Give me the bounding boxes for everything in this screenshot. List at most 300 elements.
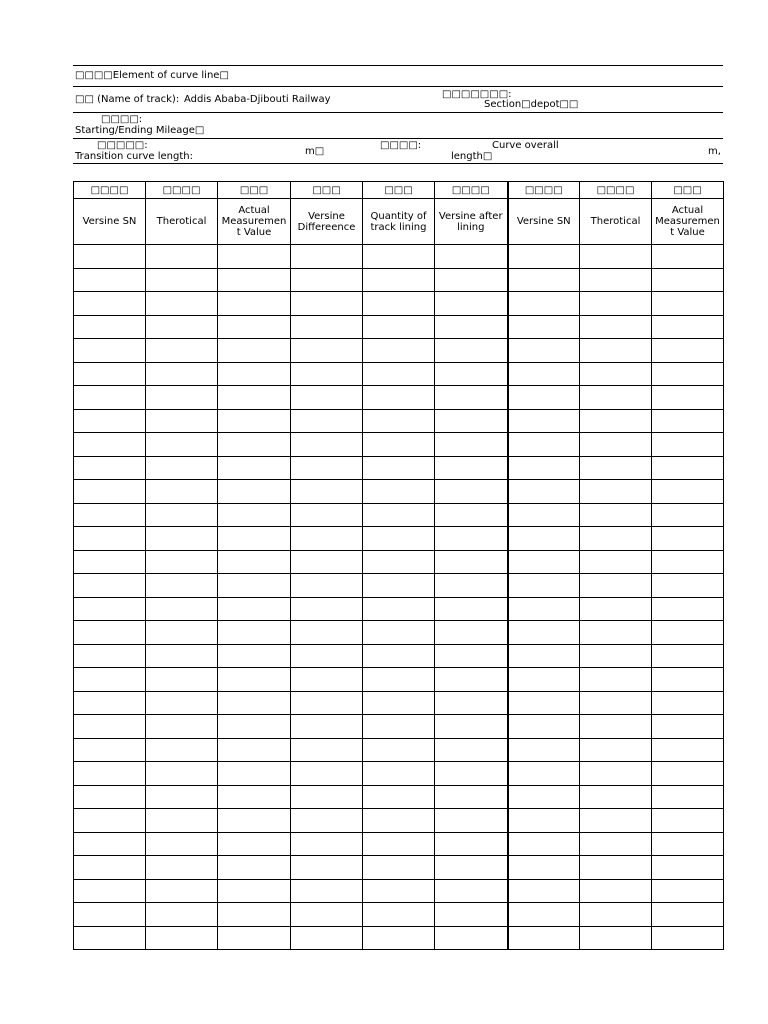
entry-cell[interactable]: [74, 597, 146, 621]
entry-cell[interactable]: [146, 315, 218, 339]
header-rule-bottom: [73, 163, 723, 164]
entry-cell[interactable]: [74, 456, 146, 480]
entry-cell[interactable]: [291, 574, 363, 598]
entry-cell[interactable]: [218, 315, 291, 339]
entry-cell[interactable]: [218, 832, 291, 856]
entry-cell[interactable]: [435, 785, 508, 809]
entry-cell[interactable]: [146, 832, 218, 856]
mileage-label-cn: □□□□:: [101, 114, 143, 125]
entry-cell[interactable]: [508, 738, 580, 762]
entry-cell[interactable]: [435, 903, 508, 927]
table-row: [74, 433, 724, 457]
entry-cell[interactable]: [146, 339, 218, 363]
entry-cell[interactable]: [363, 550, 435, 574]
entry-cell[interactable]: [435, 715, 508, 739]
entry-cell[interactable]: [580, 503, 652, 527]
entry-cell[interactable]: [652, 715, 724, 739]
entry-cell[interactable]: [508, 691, 580, 715]
entry-cell[interactable]: [218, 433, 291, 457]
entry-cell[interactable]: [363, 668, 435, 692]
entry-cell[interactable]: [652, 245, 724, 269]
entry-cell[interactable]: [652, 527, 724, 551]
entry-cell[interactable]: [580, 926, 652, 950]
entry-cell[interactable]: [652, 456, 724, 480]
entry-cell[interactable]: [146, 527, 218, 551]
entry-cell[interactable]: [74, 433, 146, 457]
entry-cell[interactable]: [146, 668, 218, 692]
entry-cell[interactable]: [146, 691, 218, 715]
table-row: [74, 715, 724, 739]
entry-cell[interactable]: [580, 738, 652, 762]
entry-cell[interactable]: [146, 574, 218, 598]
entry-cell[interactable]: [435, 362, 508, 386]
table-row: [74, 574, 724, 598]
entry-cell[interactable]: [74, 668, 146, 692]
entry-cell[interactable]: [74, 409, 146, 433]
entry-cell[interactable]: [652, 809, 724, 833]
entry-cell[interactable]: [363, 785, 435, 809]
overall-length-label-en-2: length□: [451, 151, 493, 162]
entry-cell[interactable]: [74, 268, 146, 292]
entry-cell[interactable]: [435, 926, 508, 950]
entry-cell[interactable]: [291, 879, 363, 903]
entry-cell[interactable]: [218, 362, 291, 386]
entry-cell[interactable]: [291, 292, 363, 316]
entry-cell[interactable]: [652, 644, 724, 668]
entry-cell[interactable]: [435, 386, 508, 410]
entry-cell[interactable]: [508, 856, 580, 880]
entry-cell[interactable]: [435, 409, 508, 433]
entry-cell[interactable]: [363, 433, 435, 457]
entry-cell[interactable]: [435, 503, 508, 527]
entry-cell[interactable]: [291, 926, 363, 950]
entry-cell[interactable]: [435, 550, 508, 574]
entry-cell[interactable]: [435, 762, 508, 786]
entry-cell[interactable]: [74, 762, 146, 786]
entry-cell[interactable]: [435, 832, 508, 856]
entry-cell[interactable]: [74, 386, 146, 410]
entry-cell[interactable]: [580, 691, 652, 715]
entry-cell[interactable]: [508, 315, 580, 339]
entry-cell[interactable]: [652, 832, 724, 856]
entry-cell[interactable]: [146, 268, 218, 292]
overall-length-unit: m,: [708, 146, 721, 157]
entry-cell[interactable]: [580, 903, 652, 927]
entry-cell[interactable]: [218, 691, 291, 715]
entry-cell[interactable]: [363, 644, 435, 668]
entry-cell[interactable]: [363, 691, 435, 715]
entry-cell[interactable]: [363, 386, 435, 410]
entry-cell[interactable]: [291, 691, 363, 715]
entry-cell[interactable]: [74, 738, 146, 762]
entry-cell[interactable]: [652, 362, 724, 386]
entry-cell[interactable]: [291, 456, 363, 480]
entry-cell[interactable]: [146, 856, 218, 880]
entry-cell[interactable]: [580, 785, 652, 809]
entry-cell[interactable]: [580, 832, 652, 856]
entry-cell[interactable]: [580, 245, 652, 269]
entry-cell[interactable]: [580, 527, 652, 551]
entry-cell[interactable]: [580, 456, 652, 480]
entry-cell[interactable]: [74, 809, 146, 833]
entry-cell[interactable]: [508, 550, 580, 574]
entry-cell[interactable]: [508, 527, 580, 551]
entry-cell[interactable]: [218, 456, 291, 480]
entry-cell[interactable]: [652, 597, 724, 621]
table-row: [74, 292, 724, 316]
entry-cell[interactable]: [146, 362, 218, 386]
entry-cell[interactable]: [508, 668, 580, 692]
entry-cell[interactable]: [652, 574, 724, 598]
entry-cell[interactable]: [146, 433, 218, 457]
entry-cell[interactable]: [580, 362, 652, 386]
entry-cell[interactable]: [291, 480, 363, 504]
entry-cell[interactable]: [291, 433, 363, 457]
entry-cell[interactable]: [218, 480, 291, 504]
entry-cell[interactable]: [74, 574, 146, 598]
entry-cell[interactable]: [291, 386, 363, 410]
entry-cell[interactable]: [508, 339, 580, 363]
entry-cell[interactable]: [508, 903, 580, 927]
entry-cell[interactable]: [218, 503, 291, 527]
entry-cell[interactable]: [363, 809, 435, 833]
entry-cell[interactable]: [652, 292, 724, 316]
entry-cell[interactable]: [291, 409, 363, 433]
entry-cell[interactable]: [146, 621, 218, 645]
entry-cell[interactable]: [218, 903, 291, 927]
column-header-en: Therotical: [580, 199, 652, 245]
entry-cell[interactable]: [74, 856, 146, 880]
entry-cell[interactable]: [580, 315, 652, 339]
entry-cell[interactable]: [508, 785, 580, 809]
entry-cell[interactable]: [508, 268, 580, 292]
entry-cell[interactable]: [508, 362, 580, 386]
entry-cell[interactable]: [218, 762, 291, 786]
entry-cell[interactable]: [508, 621, 580, 645]
entry-cell[interactable]: [218, 597, 291, 621]
entry-cell[interactable]: [291, 245, 363, 269]
entry-cell[interactable]: [363, 738, 435, 762]
entry-cell[interactable]: [652, 268, 724, 292]
entry-cell[interactable]: [435, 668, 508, 692]
column-header-en: Actual Measuremen t Value: [652, 199, 724, 245]
entry-cell[interactable]: [146, 879, 218, 903]
entry-cell[interactable]: [652, 386, 724, 410]
entry-cell[interactable]: [146, 409, 218, 433]
entry-cell[interactable]: [508, 809, 580, 833]
entry-cell[interactable]: [508, 503, 580, 527]
entry-cell[interactable]: [652, 903, 724, 927]
entry-cell[interactable]: [580, 433, 652, 457]
entry-cell[interactable]: [363, 268, 435, 292]
entry-cell[interactable]: [435, 268, 508, 292]
entry-cell[interactable]: [218, 268, 291, 292]
entry-cell[interactable]: [146, 762, 218, 786]
entry-cell[interactable]: [291, 832, 363, 856]
entry-cell[interactable]: [74, 879, 146, 903]
entry-cell[interactable]: [291, 809, 363, 833]
entry-cell[interactable]: [652, 480, 724, 504]
entry-cell[interactable]: [218, 621, 291, 645]
entry-cell[interactable]: [580, 597, 652, 621]
entry-cell[interactable]: [508, 597, 580, 621]
entry-cell[interactable]: [435, 480, 508, 504]
entry-cell[interactable]: [580, 879, 652, 903]
entry-cell[interactable]: [291, 762, 363, 786]
entry-cell[interactable]: [435, 339, 508, 363]
entry-cell[interactable]: [74, 691, 146, 715]
entry-cell[interactable]: [146, 550, 218, 574]
entry-cell[interactable]: [580, 715, 652, 739]
entry-cell[interactable]: [363, 856, 435, 880]
column-header-en: Versine Differeence: [291, 199, 363, 245]
entry-cell[interactable]: [74, 362, 146, 386]
entry-cell[interactable]: [363, 832, 435, 856]
entry-cell[interactable]: [363, 527, 435, 551]
table-row: [74, 856, 724, 880]
entry-cell[interactable]: [435, 245, 508, 269]
table-row: [74, 832, 724, 856]
entry-cell[interactable]: [363, 480, 435, 504]
entry-cell[interactable]: [218, 292, 291, 316]
entry-cell[interactable]: [74, 715, 146, 739]
table-row: [74, 315, 724, 339]
entry-cell[interactable]: [218, 644, 291, 668]
entry-cell[interactable]: [74, 644, 146, 668]
entry-cell[interactable]: [146, 245, 218, 269]
column-header-en: Quantity of track lining: [363, 199, 435, 245]
entry-cell[interactable]: [363, 456, 435, 480]
entry-cell[interactable]: [580, 550, 652, 574]
entry-cell[interactable]: [74, 926, 146, 950]
entry-cell[interactable]: [74, 480, 146, 504]
entry-cell[interactable]: [291, 362, 363, 386]
entry-cell[interactable]: [74, 527, 146, 551]
entry-cell[interactable]: [74, 903, 146, 927]
column-header-cn: □□□□: [74, 182, 146, 199]
entry-cell[interactable]: [363, 315, 435, 339]
entry-cell[interactable]: [218, 245, 291, 269]
entry-cell[interactable]: [435, 597, 508, 621]
entry-cell[interactable]: [435, 856, 508, 880]
entry-cell[interactable]: [291, 550, 363, 574]
entry-cell[interactable]: [291, 903, 363, 927]
entry-cell[interactable]: [218, 574, 291, 598]
section-label-en: Section□depot□□: [484, 99, 579, 110]
entry-cell[interactable]: [580, 480, 652, 504]
entry-cell[interactable]: [363, 292, 435, 316]
entry-cell[interactable]: [218, 409, 291, 433]
entry-cell[interactable]: [580, 292, 652, 316]
entry-cell[interactable]: [291, 503, 363, 527]
entry-cell[interactable]: [652, 315, 724, 339]
entry-cell[interactable]: [508, 292, 580, 316]
entry-cell[interactable]: [218, 926, 291, 950]
entry-cell[interactable]: [218, 715, 291, 739]
entry-cell[interactable]: [363, 597, 435, 621]
entry-cell[interactable]: [435, 691, 508, 715]
entry-cell[interactable]: [508, 409, 580, 433]
entry-cell[interactable]: [363, 926, 435, 950]
entry-cell[interactable]: [74, 832, 146, 856]
entry-cell[interactable]: [74, 785, 146, 809]
entry-cell[interactable]: [508, 456, 580, 480]
entry-cell[interactable]: [652, 691, 724, 715]
entry-cell[interactable]: [363, 715, 435, 739]
entry-cell[interactable]: [435, 644, 508, 668]
column-header-en: Therotical: [146, 199, 218, 245]
entry-cell[interactable]: [508, 926, 580, 950]
entry-cell[interactable]: [580, 644, 652, 668]
entry-cell[interactable]: [580, 268, 652, 292]
entry-cell[interactable]: [146, 292, 218, 316]
entry-cell[interactable]: [652, 550, 724, 574]
entry-cell[interactable]: [363, 339, 435, 363]
column-header-en: Versine SN: [508, 199, 580, 245]
column-header-cn: □□□: [291, 182, 363, 199]
entry-cell[interactable]: [652, 433, 724, 457]
entry-cell[interactable]: [580, 856, 652, 880]
column-header-cn: □□□□: [146, 182, 218, 199]
entry-cell[interactable]: [146, 809, 218, 833]
entry-cell[interactable]: [435, 292, 508, 316]
column-header-row-en: [74, 199, 724, 245]
entry-cell[interactable]: [291, 268, 363, 292]
entry-cell[interactable]: [146, 386, 218, 410]
entry-cell[interactable]: [146, 715, 218, 739]
entry-cell[interactable]: [146, 597, 218, 621]
entry-cell[interactable]: [74, 339, 146, 363]
entry-cell[interactable]: [363, 503, 435, 527]
entry-cell[interactable]: [218, 879, 291, 903]
entry-cell[interactable]: [74, 245, 146, 269]
entry-cell[interactable]: [291, 621, 363, 645]
entry-cell[interactable]: [146, 738, 218, 762]
entry-cell[interactable]: [435, 527, 508, 551]
entry-cell[interactable]: [508, 574, 580, 598]
entry-cell[interactable]: [580, 339, 652, 363]
entry-cell[interactable]: [146, 480, 218, 504]
entry-cell[interactable]: [218, 386, 291, 410]
overall-length-label-cn: □□□□:: [380, 140, 422, 151]
entry-cell[interactable]: [652, 503, 724, 527]
entry-cell[interactable]: [435, 809, 508, 833]
entry-cell[interactable]: [580, 409, 652, 433]
entry-cell[interactable]: [435, 738, 508, 762]
entry-cell[interactable]: [74, 315, 146, 339]
versine-measurement-table: [73, 181, 724, 950]
entry-cell[interactable]: [218, 785, 291, 809]
entry-cell[interactable]: [652, 409, 724, 433]
entry-cell[interactable]: [652, 856, 724, 880]
entry-cell[interactable]: [291, 668, 363, 692]
entry-cell[interactable]: [218, 339, 291, 363]
entry-cell[interactable]: [508, 832, 580, 856]
entry-cell[interactable]: [508, 879, 580, 903]
column-header-cn: □□□□: [508, 182, 580, 199]
table-row: [74, 903, 724, 927]
entry-cell[interactable]: [74, 292, 146, 316]
entry-cell[interactable]: [508, 715, 580, 739]
entry-cell[interactable]: [580, 574, 652, 598]
entry-cell[interactable]: [218, 527, 291, 551]
entry-cell[interactable]: [146, 903, 218, 927]
entry-cell[interactable]: [74, 621, 146, 645]
entry-cell[interactable]: [580, 386, 652, 410]
entry-cell[interactable]: [580, 668, 652, 692]
entry-cell[interactable]: [580, 809, 652, 833]
entry-cell[interactable]: [652, 926, 724, 950]
entry-cell[interactable]: [508, 762, 580, 786]
entry-cell[interactable]: [652, 339, 724, 363]
entry-cell[interactable]: [363, 621, 435, 645]
entry-cell[interactable]: [508, 386, 580, 410]
entry-cell[interactable]: [363, 409, 435, 433]
entry-cell[interactable]: [74, 503, 146, 527]
entry-cell[interactable]: [435, 433, 508, 457]
entry-cell[interactable]: [291, 527, 363, 551]
entry-cell[interactable]: [652, 879, 724, 903]
entry-cell[interactable]: [363, 762, 435, 786]
entry-cell[interactable]: [291, 339, 363, 363]
entry-cell[interactable]: [363, 574, 435, 598]
entry-cell[interactable]: [291, 644, 363, 668]
entry-cell[interactable]: [363, 245, 435, 269]
entry-cell[interactable]: [291, 785, 363, 809]
entry-cell[interactable]: [146, 503, 218, 527]
entry-cell[interactable]: [652, 762, 724, 786]
column-header-row-cn: [74, 182, 724, 199]
entry-cell[interactable]: [435, 574, 508, 598]
entry-cell[interactable]: [580, 762, 652, 786]
entry-cell[interactable]: [291, 856, 363, 880]
table-row: [74, 339, 724, 363]
entry-cell[interactable]: [291, 315, 363, 339]
entry-cell[interactable]: [291, 738, 363, 762]
entry-cell[interactable]: [291, 597, 363, 621]
entry-cell[interactable]: [652, 668, 724, 692]
entry-cell[interactable]: [508, 644, 580, 668]
entry-cell[interactable]: [435, 879, 508, 903]
entry-cell[interactable]: [580, 621, 652, 645]
overall-length-label-en-1: Curve overall: [492, 140, 559, 151]
entry-cell[interactable]: [435, 456, 508, 480]
entry-cell[interactable]: [435, 621, 508, 645]
entry-cell[interactable]: [652, 621, 724, 645]
column-header-cn: □□□: [652, 182, 724, 199]
entry-cell[interactable]: [508, 433, 580, 457]
entry-cell[interactable]: [218, 738, 291, 762]
entry-cell[interactable]: [74, 550, 146, 574]
entry-cell[interactable]: [652, 738, 724, 762]
entry-cell[interactable]: [218, 809, 291, 833]
entry-cell[interactable]: [435, 315, 508, 339]
entry-cell[interactable]: [363, 903, 435, 927]
entry-cell[interactable]: [291, 715, 363, 739]
entry-cell[interactable]: [218, 856, 291, 880]
entry-cell[interactable]: [146, 456, 218, 480]
entry-cell[interactable]: [652, 785, 724, 809]
entry-cell[interactable]: [218, 550, 291, 574]
entry-cell[interactable]: [508, 245, 580, 269]
entry-cell[interactable]: [218, 668, 291, 692]
entry-cell[interactable]: [146, 785, 218, 809]
entry-cell[interactable]: [146, 926, 218, 950]
entry-cell[interactable]: [363, 879, 435, 903]
entry-cell[interactable]: [146, 644, 218, 668]
entry-cell[interactable]: [363, 362, 435, 386]
entry-cell[interactable]: [508, 480, 580, 504]
